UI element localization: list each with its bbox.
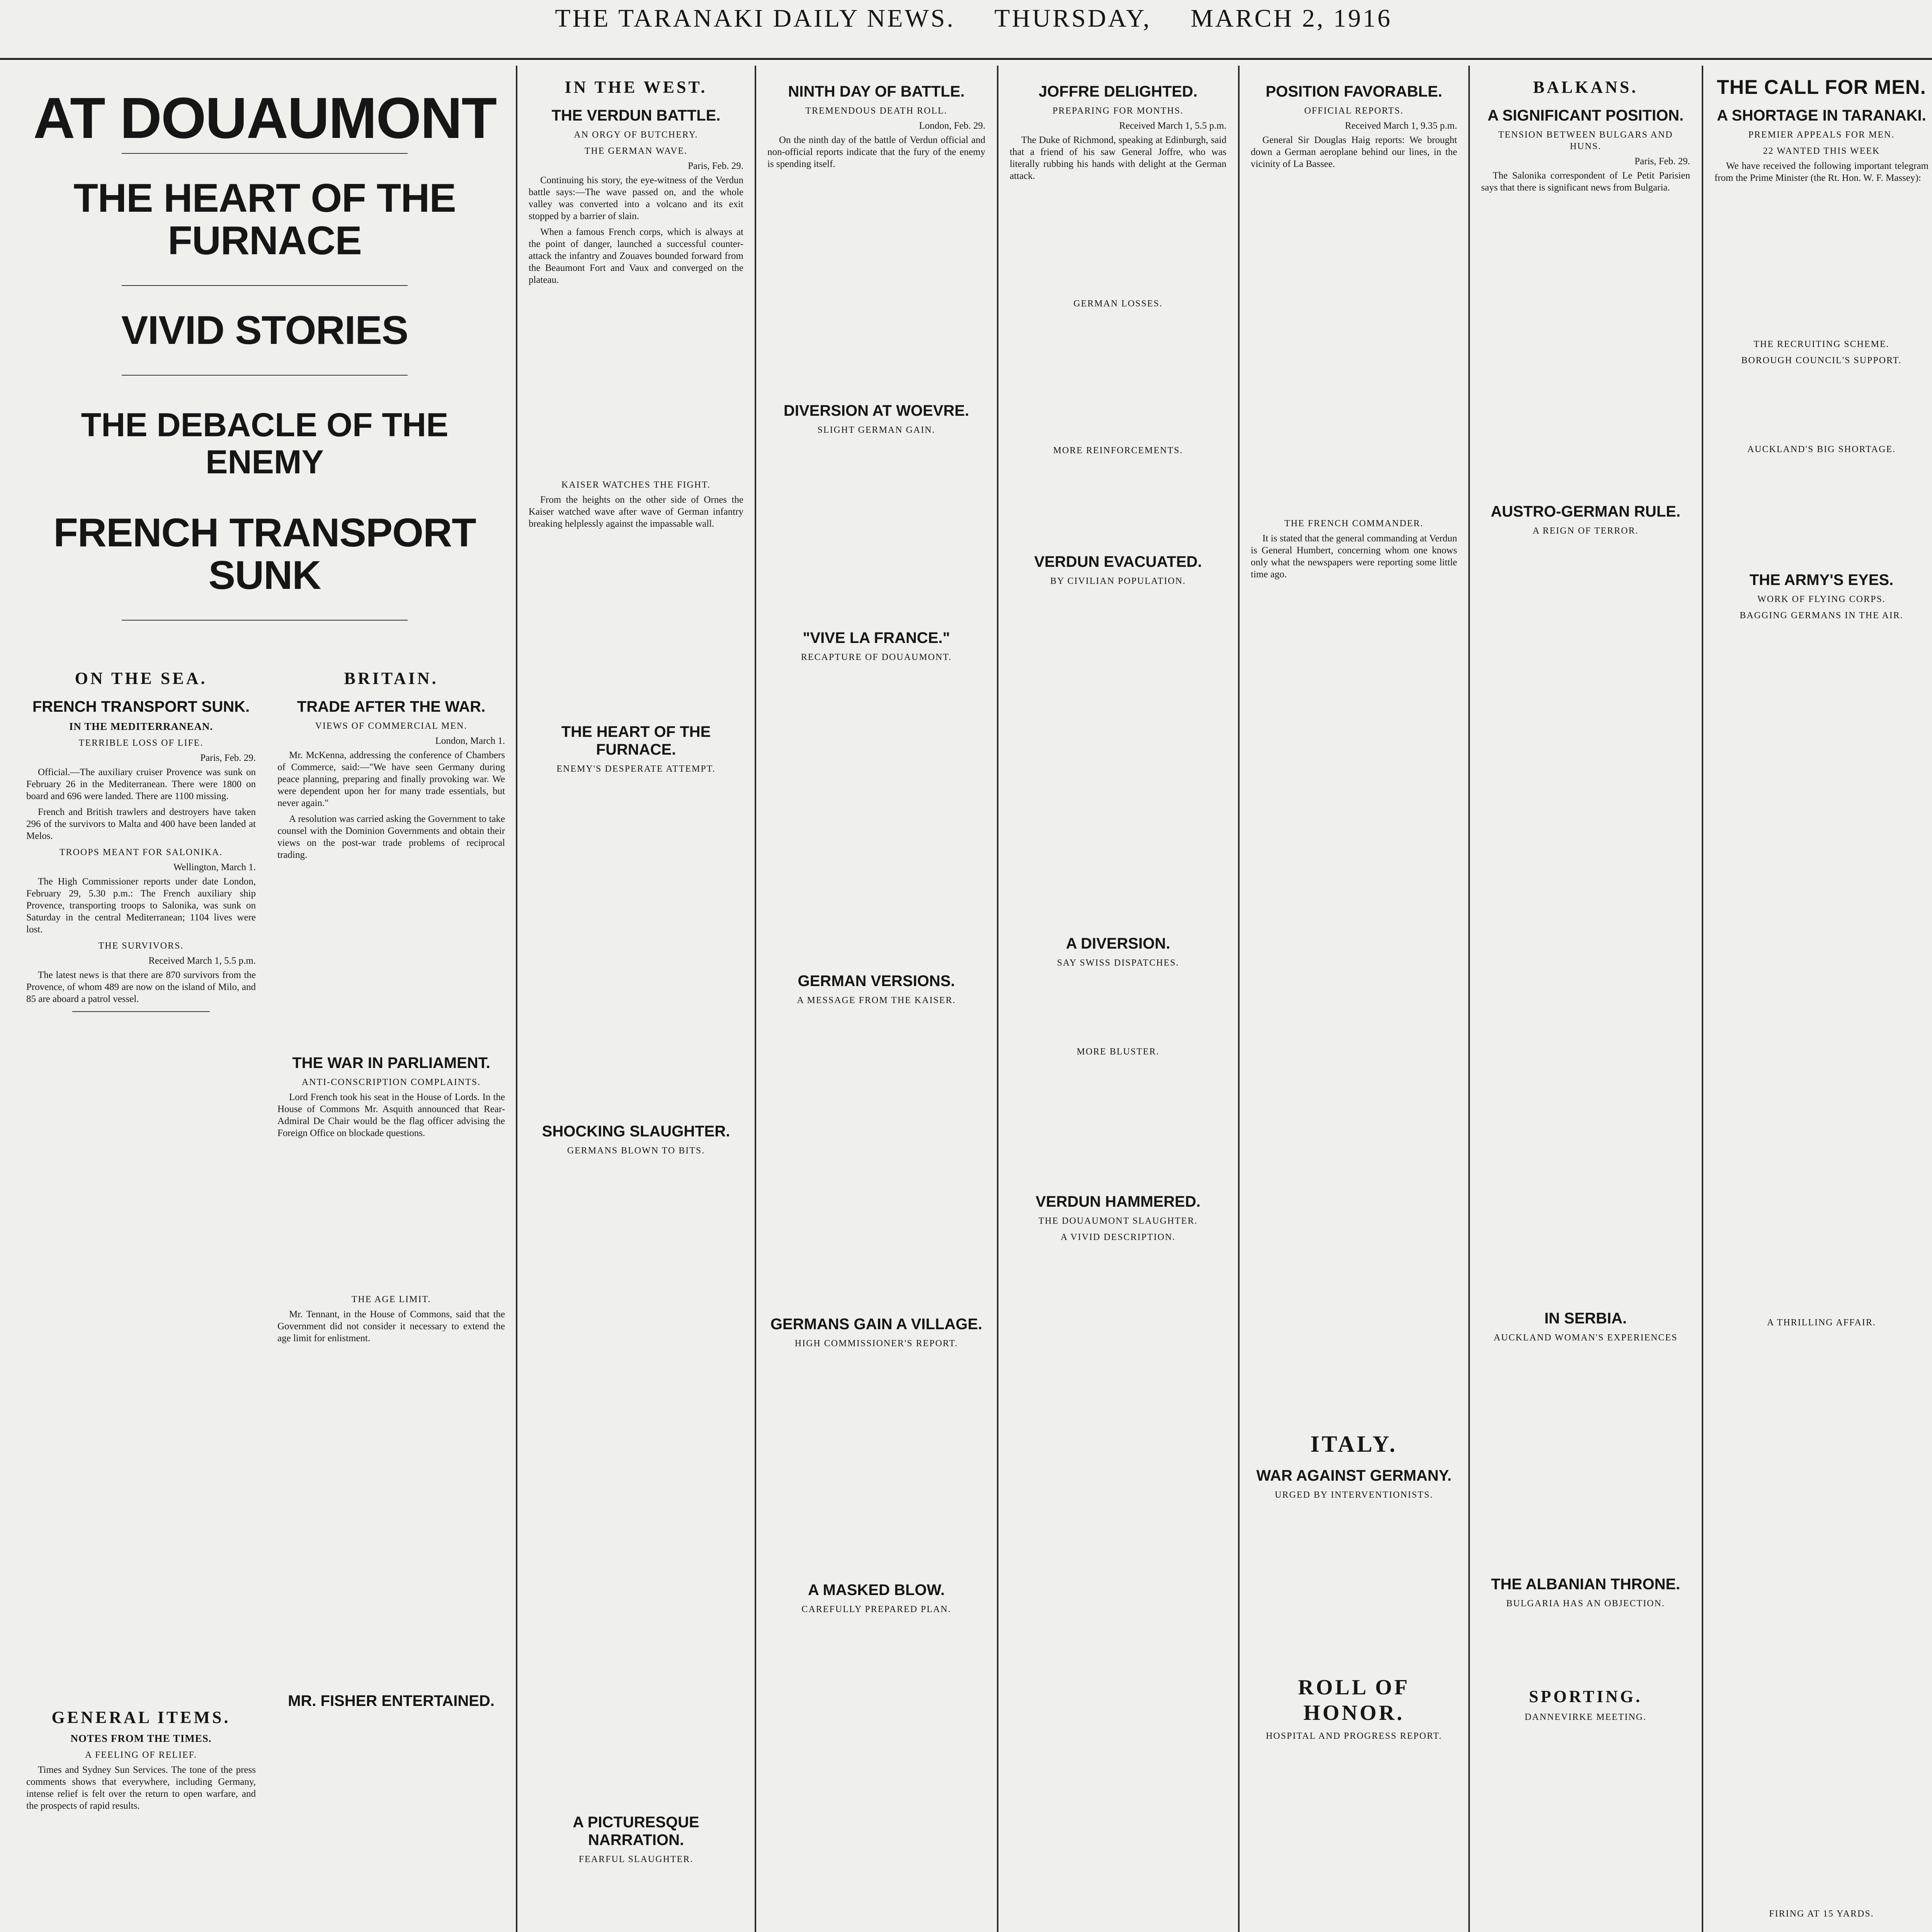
article-headline: GERMANS GAIN A VILLAGE. bbox=[770, 1316, 983, 1333]
section-heading: GENERAL ITEMS. bbox=[51, 1708, 231, 1727]
column-1 bbox=[15, 665, 267, 1932]
section-heading: IN THE WEST. bbox=[565, 78, 707, 97]
subheading: ANTI-CONSCRIPTION COMPLAINTS. bbox=[301, 1077, 481, 1087]
masthead-date: MARCH 2, 1916 bbox=[1190, 4, 1392, 32]
column-divider bbox=[755, 66, 756, 1932]
dateline: London, Feb. 29. bbox=[919, 121, 985, 131]
subheading: HOSPITAL AND PROGRESS REPORT. bbox=[1265, 1731, 1442, 1741]
subheading: A VIVID DESCRIPTION. bbox=[1060, 1232, 1176, 1242]
subheading: WORK OF FLYING CORPS. bbox=[1757, 594, 1886, 604]
article-headline: THE ALBANIAN THRONE. bbox=[1491, 1576, 1680, 1593]
subheading: GERMAN LOSSES. bbox=[1073, 299, 1163, 309]
deck-line-2: VIVID STORIES bbox=[121, 308, 408, 353]
subheading: THE GERMAN WAVE. bbox=[584, 146, 688, 156]
section-heading: ON THE SEA. bbox=[75, 669, 207, 688]
divider bbox=[122, 375, 408, 376]
column-6 bbox=[1240, 73, 1468, 1932]
article-headline: JOFFRE DELIGHTED. bbox=[1038, 83, 1198, 100]
article-paragraph: Mr. Tennant, in the House of Commons, said that the Government did not consider it necessary to extend the age limit for enlistment. bbox=[277, 1309, 505, 1344]
subheading: FEARFUL SLAUGHTER. bbox=[578, 1854, 694, 1864]
column-8 bbox=[1704, 73, 1932, 1932]
subheading: 22 WANTED THIS WEEK bbox=[1763, 146, 1880, 156]
divider bbox=[122, 285, 408, 286]
deck-line-1: THE HEART OF THE FURNACE bbox=[73, 176, 456, 263]
subheading: MORE BLUSTER. bbox=[1077, 1047, 1160, 1057]
column-7 bbox=[1470, 73, 1701, 1932]
masthead-day: THURSDAY, bbox=[994, 4, 1151, 32]
section-heading: BRITAIN. bbox=[344, 669, 439, 688]
lead-headline: AT DOUAUMONT bbox=[33, 85, 497, 150]
dateline: Received March 1, 5.5 p.m. bbox=[1119, 121, 1226, 131]
article-paragraph: We have received the following important telegram from the Prime Minister (the Rt. Hon. W. F. Massey): bbox=[1714, 161, 1929, 183]
divider bbox=[122, 620, 408, 621]
subheading: VIEWS OF COMMERCIAL MEN. bbox=[315, 721, 468, 731]
article-headline: POSITION FAVORABLE. bbox=[1265, 83, 1442, 100]
subheading: BY CIVILIAN POPULATION. bbox=[1050, 576, 1186, 586]
subheading: THE AGE LIMIT. bbox=[351, 1294, 431, 1304]
article-paragraph: The High Commissioner reports under date London, February 29, 5.30 p.m.: The French auxiliary ship Provence, transporting troops to Salonika, was sunk on Saturday in the central Mediterranean; 1104 lives were lost. bbox=[26, 876, 256, 935]
subheading: A THRILLING AFFAIR. bbox=[1767, 1318, 1876, 1328]
article-headline: NINTH DAY OF BATTLE. bbox=[788, 83, 965, 100]
column-divider bbox=[1702, 66, 1703, 1932]
article-paragraph: A resolution was carried asking the Government to take counsel with the Dominion Governments and obtain their views on the post-war trade problems of reciprocal trading. bbox=[277, 814, 505, 860]
subheading: A REIGN OF TERROR. bbox=[1532, 526, 1639, 536]
dateline: Wellington, March 1. bbox=[173, 862, 256, 872]
column-5 bbox=[999, 73, 1237, 1932]
article-headline: AUSTRO-GERMAN RULE. bbox=[1490, 503, 1681, 520]
subheading: AUCKLAND'S BIG SHORTAGE. bbox=[1747, 444, 1896, 454]
article-paragraph: General Sir Douglas Haig reports: We brought down a German aeroplane behind our lines, in the vicinity of La Bassee. bbox=[1251, 135, 1457, 169]
subheading: A MESSAGE FROM THE KAISER. bbox=[797, 995, 956, 1005]
article-paragraph: From the heights on the other side of Ornes the Kaiser watched wave after wave of German infantry breaking helplessly against the impassable wall. bbox=[529, 495, 743, 529]
article-paragraph: On the ninth day of the battle of Verdun official and non-official reports indicate that the fury of the enemy is spending itself. bbox=[767, 135, 985, 169]
column-4 bbox=[757, 73, 996, 1932]
article-headline: THE HEART OF THE FURNACE. bbox=[561, 723, 711, 758]
article-paragraph: Times and Sydney Sun Services. The tone of the press comments shows that everywhere, including Germany, intense relief is felt over the return to open warfare, and the prospects of rapid results. bbox=[26, 1765, 256, 1811]
article-paragraph: Mr. McKenna, addressing the conference of Chambers of Commerce, said:—"We have seen Germany during peace planning, preparing and finally provoking war. We were dependent upon her for many trade essentials, but never again." bbox=[277, 750, 505, 808]
article-paragraph: The latest news is that there are 870 survivors from the Provence, of whom 489 are now on the island of Milo, and 85 are aboard a patrol vessel. bbox=[26, 970, 256, 1004]
deck-line-4: FRENCH TRANSPORT SUNK bbox=[53, 510, 476, 598]
article-headline: A MASKED BLOW. bbox=[808, 1582, 945, 1599]
subheading: PREMIER APPEALS FOR MEN. bbox=[1748, 130, 1895, 140]
subheading: SLIGHT GERMAN GAIN. bbox=[817, 425, 935, 435]
article-headline: A SIGNIFICANT POSITION. bbox=[1487, 107, 1684, 124]
dateline: Paris, Feb. 29. bbox=[200, 753, 256, 763]
article-headline: TRADE AFTER THE WAR. bbox=[297, 698, 486, 715]
subheading: PREPARING FOR MONTHS. bbox=[1052, 106, 1184, 116]
article-headline: IN SERBIA. bbox=[1544, 1310, 1627, 1327]
subheading: THE SURVIVORS. bbox=[98, 941, 184, 951]
masthead-name: THE TARANAKI DAILY NEWS. bbox=[555, 4, 955, 32]
column-divider bbox=[1238, 66, 1240, 1932]
subheading: TENSION BETWEEN BULGARS AND HUNS. bbox=[1498, 130, 1673, 151]
divider bbox=[122, 153, 408, 154]
subheading: DANNEVIRKE MEETING. bbox=[1524, 1712, 1647, 1722]
subheading: OFFICIAL REPORTS. bbox=[1304, 106, 1404, 116]
subheading: BAGGING GERMANS IN THE AIR. bbox=[1740, 611, 1903, 621]
article-headline: GERMAN VERSIONS. bbox=[798, 973, 955, 990]
dateline: Paris, Feb. 29. bbox=[688, 161, 743, 171]
masthead-rule bbox=[0, 58, 1932, 60]
subheading: AN ORGY OF BUTCHERY. bbox=[574, 130, 698, 140]
dateline: London, March 1. bbox=[435, 736, 505, 746]
article-headline: A DIVERSION. bbox=[1066, 935, 1170, 952]
column-divider bbox=[1468, 66, 1470, 1932]
subheading: CAREFULLY PREPARED PLAN. bbox=[801, 1604, 951, 1614]
article-paragraph: French and British trawlers and destroyers have taken 296 of the survivors to Malta and 400 have been landed at Melos. bbox=[26, 807, 256, 841]
article-headline: SHOCKING SLAUGHTER. bbox=[542, 1123, 730, 1140]
subheading: ENEMY'S DESPERATE ATTEMPT. bbox=[556, 764, 716, 774]
subheading: MORE REINFORCEMENTS. bbox=[1053, 446, 1183, 456]
article-headline: "VIVE LA FRANCE." bbox=[803, 629, 950, 646]
subheading: AUCKLAND WOMAN'S EXPERIENCES bbox=[1493, 1333, 1678, 1343]
article-headline: THE ARMY'S EYES. bbox=[1749, 571, 1894, 588]
column-divider bbox=[997, 66, 998, 1932]
dateline: Received March 1, 9.35 p.m. bbox=[1345, 121, 1457, 131]
column-divider bbox=[516, 66, 517, 1932]
article-paragraph: Lord French took his seat in the House of Lords. In the House of Commons Mr. Asquith announced that Rear-Admiral De Chair would be the flag officer advising the Foreign Office on blockade questions. bbox=[277, 1092, 505, 1138]
subheading: KAISER WATCHES THE FIGHT. bbox=[561, 480, 711, 490]
subheading: FIRING AT 15 YARDS. bbox=[1769, 1909, 1874, 1919]
article-paragraph: It is stated that the general commanding at Verdun is General Humbert, concerning whom one knows only what the newspapers were reporting some little time ago. bbox=[1251, 533, 1457, 580]
subheading: TROOPS MEANT FOR SALONIKA. bbox=[59, 847, 223, 857]
article-paragraph: When a famous French corps, which is always at the point of danger, launched a successful counter-attack the infantry and Zouaves bounded forward from the Beaumont Fort and Vaux and converged on the plateau. bbox=[529, 227, 743, 285]
subheading: BULGARIA HAS AN OBJECTION. bbox=[1506, 1599, 1665, 1609]
subheading: SAY SWISS DISPATCHES. bbox=[1057, 958, 1179, 968]
article-headline: DIVERSION AT WOEVRE. bbox=[783, 402, 969, 419]
subheading: THE DOUAUMONT SLAUGHTER. bbox=[1038, 1216, 1198, 1226]
subheading: HIGH COMMISSIONER'S REPORT. bbox=[794, 1338, 958, 1349]
masthead bbox=[0, 0, 1932, 37]
article-headline: THE VERDUN BATTLE. bbox=[551, 107, 721, 124]
lead-story-headlines bbox=[15, 73, 514, 653]
subheading: RECAPTURE OF DOUAUMONT. bbox=[801, 652, 952, 662]
article-paragraph: The Salonika correspondent of Le Petit Parisien says that there is significant news from Bulgaria. bbox=[1481, 170, 1690, 193]
article-headline: WAR AGAINST GERMANY. bbox=[1256, 1467, 1452, 1484]
section-heading: THE CALL FOR MEN. bbox=[1717, 76, 1926, 99]
column-2 bbox=[267, 665, 516, 1932]
dateline: Paris, Feb. 29. bbox=[1634, 156, 1690, 167]
dateline: Received March 1, 5.5 p.m. bbox=[148, 956, 256, 966]
subheading: NOTES FROM THE TIMES. bbox=[70, 1733, 212, 1744]
section-heading: SPORTING. bbox=[1529, 1687, 1643, 1706]
article-headline: VERDUN HAMMERED. bbox=[1036, 1193, 1201, 1210]
subheading: GERMANS BLOWN TO BITS. bbox=[567, 1146, 705, 1156]
article-headline: A SHORTAGE IN TARANAKI. bbox=[1717, 107, 1926, 124]
article-paragraph: Official.—The auxiliary cruiser Provence was sunk on February 26 in the Mediterranean. There were 1800 on board and 696 were landed. There are 1100 missing. bbox=[26, 767, 256, 801]
column-3 bbox=[518, 73, 754, 1932]
article-paragraph: The Duke of Richmond, speaking at Edinburgh, said that a friend of his saw General Joffre, who was literally rubbing his hands with delight at the German attack. bbox=[1010, 135, 1226, 181]
subheading: THE FRENCH COMMANDER. bbox=[1284, 519, 1424, 529]
deck-line-5 bbox=[26, 651, 503, 653]
section-heading: ITALY. bbox=[1310, 1431, 1398, 1457]
article-headline: THE WAR IN PARLIAMENT. bbox=[292, 1054, 490, 1071]
article-headline: A PICTURESQUE NARRATION. bbox=[573, 1814, 699, 1849]
deck-line-3: THE DEBACLE OF THE ENEMY bbox=[81, 406, 449, 481]
subheading: THE RECRUITING SCHEME. bbox=[1753, 339, 1889, 349]
article-headline: FRENCH TRANSPORT SUNK. bbox=[32, 698, 250, 715]
article-paragraph: Continuing his story, the eye-witness of the Verdun battle says:—The wave passed on, and the whole valley was converted into a volcano and its exit stopped by a barrier of slain. bbox=[529, 175, 743, 221]
subheading: IN THE MEDITERRANEAN. bbox=[69, 721, 213, 732]
subheading: TERRIBLE LOSS OF LIFE. bbox=[78, 738, 204, 748]
subheading: BOROUGH COUNCIL'S SUPPORT. bbox=[1741, 355, 1902, 366]
subheading: URGED BY INTERVENTIONISTS. bbox=[1275, 1490, 1433, 1500]
subheading: TREMENDOUS DEATH ROLL. bbox=[805, 106, 947, 116]
article-headline: VERDUN EVACUATED. bbox=[1034, 553, 1202, 570]
subheading: A FEELING OF RELIEF. bbox=[85, 1750, 197, 1760]
section-heading: BALKANS. bbox=[1533, 78, 1638, 97]
article-headline: MR. FISHER ENTERTAINED. bbox=[288, 1692, 495, 1709]
section-heading: ROLL OF HONOR. bbox=[1298, 1675, 1410, 1725]
divider bbox=[72, 1011, 210, 1012]
